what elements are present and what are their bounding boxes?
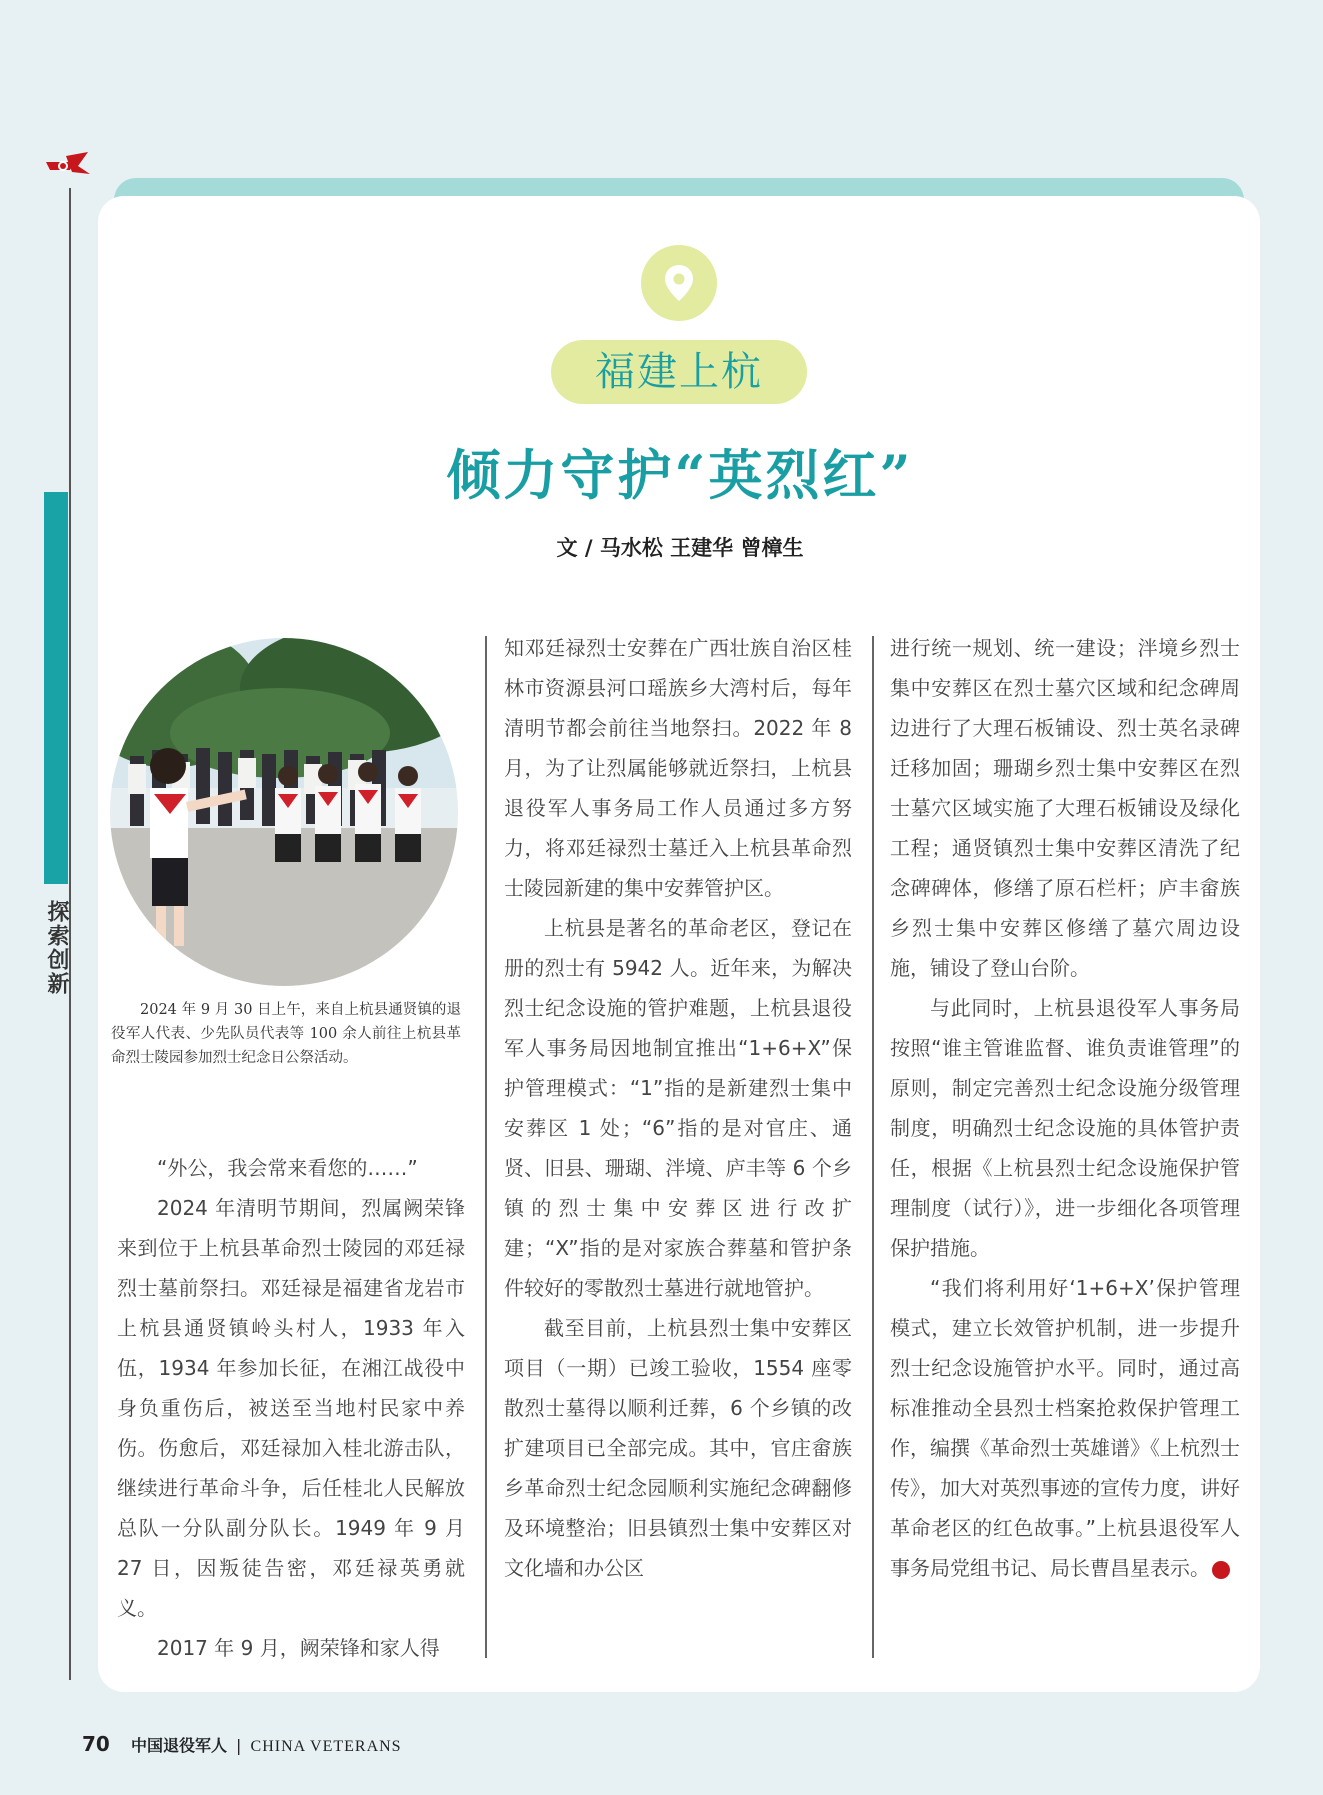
body-column-2 [504, 628, 852, 1588]
location-pin-badge [641, 245, 717, 321]
map-pin-icon [662, 263, 696, 303]
section-label: 探索创新 [44, 900, 70, 996]
column-divider [485, 636, 487, 1658]
page-footer [82, 1732, 402, 1756]
page-number: 70 [82, 1732, 110, 1756]
column-divider [872, 636, 874, 1658]
body-column-3 [890, 628, 1261, 1588]
photo-caption: 2024 年 9 月 30 日上午，来自上杭县通贤镇的退役军人代表、少先队员代表等 100 余人前往上杭县革命烈士陵园参加烈士纪念日公祭活动。 [111, 1002, 461, 1066]
magazine-logo-icon [44, 150, 94, 180]
body-paragraph: 上杭县是著名的革命老区，登记在册的烈士有 5942 人。近年来，为解决烈士纪念设施的管护难题，上杭县退役军人事务局因地制宜推出“1+6+X”保护管理模式：“1”指的是新建烈士集中安葬区 1 处；“6”指的是对官庄、通贤、旧县、珊瑚、泮境、庐丰等 6 个乡镇的烈士集中安葬区进行改扩建；“X”指的是对家族合葬墓和管护条件较好的零散烈士墓进行就地管护。 [504, 916, 852, 1300]
article-end-mark-icon: V [1212, 1561, 1230, 1579]
magazine-name-cn: 中国退役军人 [130, 1736, 227, 1755]
body-paragraph: “外公，我会常来看您的……” [157, 1156, 418, 1180]
magazine-name-en: CHINA VETERANS [250, 1738, 402, 1755]
body-paragraph: “我们将利用好‘1+6+X’保护管理模式，建立长效管护机制，进一步提升烈士纪念设施管护水平。同时，通过高标准推动全县烈士档案抢救保护管理工作，编撰《革命烈士英雄谱》《上杭烈士传》，加大对英烈事迹的宣传力度，讲好革命老区的红色故事。”上杭县退役军人事务局党组书记、局长曹昌星表示。 [890, 1276, 1240, 1580]
section-accent-bar [44, 492, 68, 884]
body-paragraph: 与此同时，上杭县退役军人事务局按照“谁主管谁监督、谁负责谁管理”的原则，制定完善烈士纪念设施分级管理制度，明确烈士纪念设施的具体管护责任，根据《上杭县烈士纪念设施保护管理制度（试行）》，进一步细化各项管理保护措施。 [890, 996, 1240, 1260]
location-tag: 福建上杭 [551, 340, 807, 404]
ceremony-photo [110, 638, 458, 986]
byline: 文 / 马水松 王建华 曾樟生 [556, 536, 804, 560]
article-title: 倾力守护“英烈红” [446, 443, 914, 507]
body-paragraph: 知邓廷禄烈士安葬在广西壮族自治区桂林市资源县河口瑶族乡大湾村后，每年清明节都会前往当地祭扫。2022 年 8 月，为了让烈属能够就近祭扫，上杭县退役军人事务局工作人员通过多方努力，将邓廷禄烈士墓迁入上杭县革命烈士陵园新建的集中安葬管护区。 [504, 636, 852, 900]
footer-separator: | [236, 1736, 242, 1755]
body-paragraph: 进行统一规划、统一建设；泮境乡烈士集中安葬区在烈士墓穴区域和纪念碑周边进行了大理石板铺设、烈士英名录碑迁移加固；珊瑚乡烈士集中安葬区在烈士墓穴区域实施了大理石板铺设及绿化工程；通贤镇烈士集中安葬区清洗了纪念碑碑体，修缮了原石栏杆；庐丰畲族乡烈士集中安葬区修缮了墓穴周边设施，铺设了登山台阶。 [890, 636, 1240, 980]
body-paragraph: 2017 年 9 月，阙荣锋和家人得 [157, 1636, 440, 1660]
body-paragraph: 截至目前，上杭县烈士集中安葬区项目（一期）已竣工验收，1554 座零散烈士墓得以顺利迁葬，6 个乡镇的改扩建项目已全部完成。其中，官庄畲族乡革命烈士纪念园顺利实施纪念碑翻修及环境整治；旧县镇烈士集中安葬区对文化墙和办公区 [504, 1316, 852, 1580]
ceremony-photo-illustration [110, 638, 458, 986]
body-paragraph: 2024 年清明节期间，烈属阙荣锋来到位于上杭县革命烈士陵园的邓廷禄烈士墓前祭扫。邓廷禄是福建省龙岩市上杭县通贤镇岭头村人，1933 年入伍，1934 年参加长征，在湘江战役中身负重伤后，被送至当地村民家中养伤。伤愈后，邓廷禄加入桂北游击队，继续进行革命斗争，后任桂北人民解放总队一分队副分队长。1949 年 9 月 27 日，因叛徒告密，邓廷禄英勇就义。 [117, 1196, 465, 1620]
body-column-1 [117, 1148, 465, 1668]
